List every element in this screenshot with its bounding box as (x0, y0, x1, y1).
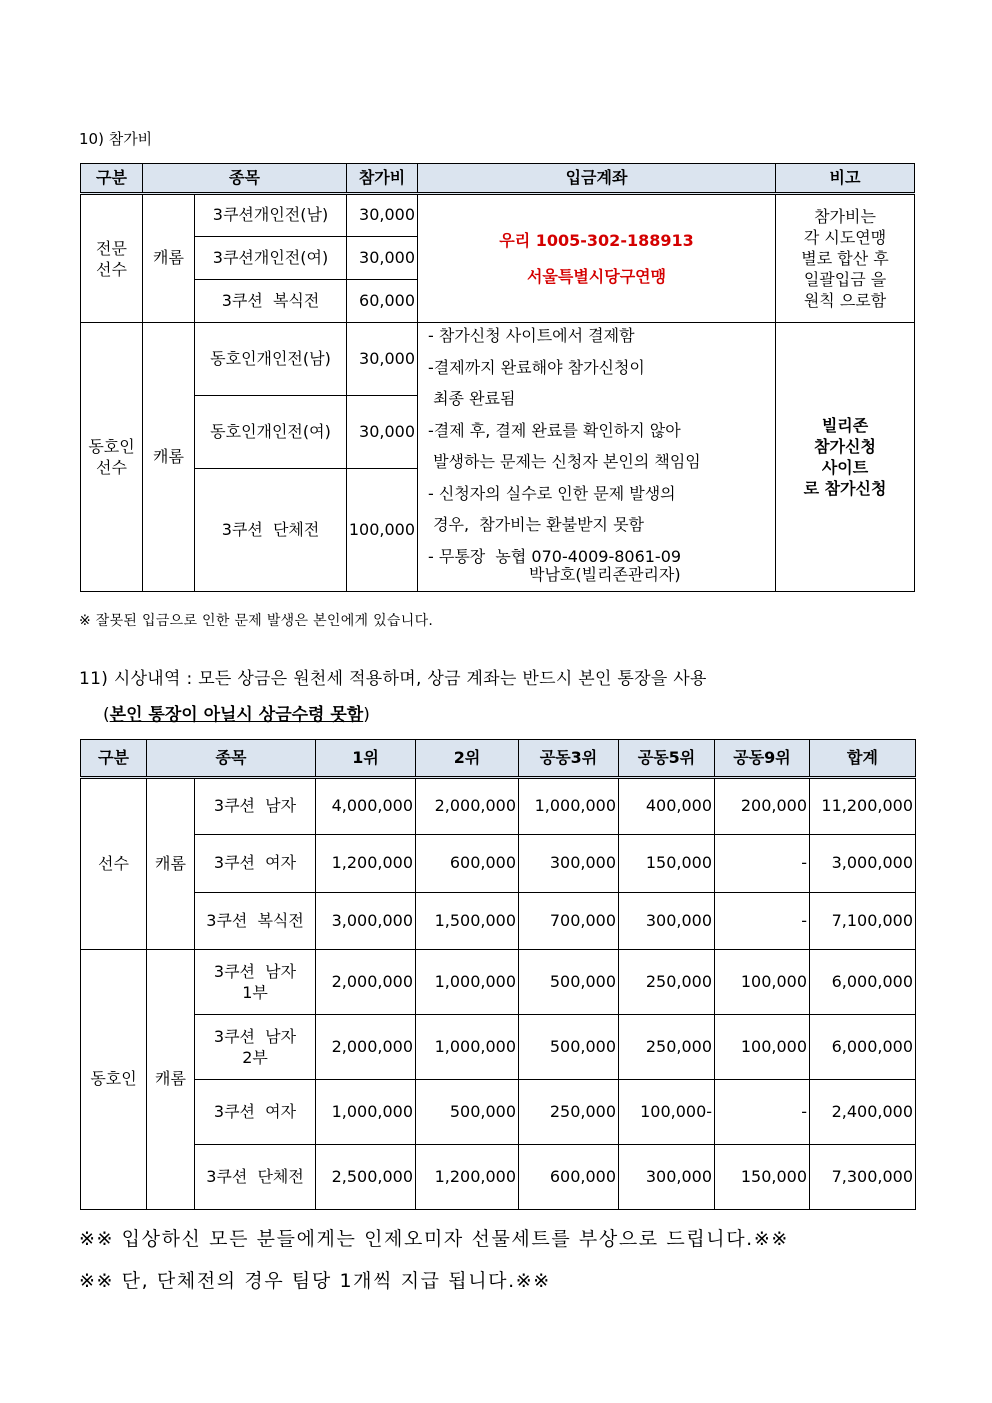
prize-3rd: 600,000 (519, 1145, 619, 1210)
group-amateur: 동호인 (81, 950, 147, 1210)
event-name: 3쿠션 단체전 (195, 469, 347, 592)
footer-note-team: ※※ 단, 단체전의 경우 팀당 1개씩 지급 됩니다.※※ (79, 1270, 551, 1292)
prize-header-row (81, 740, 916, 778)
sub-carom: 캐롬 (147, 950, 195, 1210)
entry-fee-footnote: ※ 잘못된 입금으로 인한 문제 발생은 본인에게 있습니다. (79, 613, 434, 629)
event-name: 3쿠션개인전(남) (195, 194, 347, 237)
prize-9th: 200,000 (715, 778, 810, 835)
prize-total: 3,000,000 (810, 835, 916, 893)
prize-5th: 100,000- (619, 1080, 715, 1145)
event-name: 동호인개인전(남) (195, 323, 347, 396)
prize-2nd: 600,000 (416, 835, 519, 893)
sub-carom: 캐롬 (143, 323, 195, 592)
prize-total: 6,000,000 (810, 950, 916, 1015)
prize-1st: 2,000,000 (316, 1015, 416, 1080)
prize-2nd: 2,000,000 (416, 778, 519, 835)
prize-1st: 3,000,000 (316, 893, 416, 950)
event-name: 동호인개인전(여) (195, 396, 347, 469)
remark-amateur: 빌리존 참가신청 사이트 로 참가신청 (776, 323, 915, 592)
event-fee: 30,000 (347, 323, 418, 396)
prize-2nd: 1,500,000 (416, 893, 519, 950)
prize-9th: 100,000 (715, 950, 810, 1015)
event-fee: 100,000 (347, 469, 418, 592)
prize-1st: 4,000,000 (316, 778, 416, 835)
header-total: 합계 (810, 740, 916, 778)
prize-9th: 100,000 (715, 1015, 810, 1080)
prize-2nd: 1,000,000 (416, 1015, 519, 1080)
prize-3rd: 700,000 (519, 893, 619, 950)
header-1st: 1위 (316, 740, 416, 778)
prize-3rd: 500,000 (519, 1015, 619, 1080)
event-name: 3쿠션개인전(여) (195, 237, 347, 280)
header-category: 구분 (81, 740, 147, 778)
prize-5th: 250,000 (619, 950, 715, 1015)
prize-9th: - (715, 893, 810, 950)
prize-warning (103, 700, 370, 725)
table-row (81, 323, 915, 396)
prize-2nd: 1,000,000 (416, 950, 519, 1015)
event-name: 3쿠션 복식전 (195, 893, 316, 950)
header-2nd: 2위 (416, 740, 519, 778)
prize-5th: 400,000 (619, 778, 715, 835)
prize-5th: 300,000 (619, 893, 715, 950)
header-fee: 참가비 (347, 164, 418, 194)
header-remark: 비고 (776, 164, 915, 194)
prize-total: 11,200,000 (810, 778, 916, 835)
payment-notes (418, 323, 776, 592)
prize-5th: 300,000 (619, 1145, 715, 1210)
table-row (81, 1015, 916, 1080)
section-10-title: 10) 참가비 (79, 130, 153, 148)
table-row (81, 778, 916, 835)
prize-1st: 2,000,000 (316, 950, 416, 1015)
prize-warning-text: 본인 통장이 아닐시 상금수령 못함 (109, 705, 364, 725)
table-row (81, 1080, 916, 1145)
entry-fee-header-row (81, 164, 915, 194)
table-row (81, 835, 916, 893)
account-number: 우리 1005-302-188913 (499, 230, 694, 250)
header-5th: 공동5위 (619, 740, 715, 778)
event-fee: 60,000 (347, 280, 418, 323)
payment-notes-text: - 참가신청 사이트에서 결제함 -결제까지 완료해야 참가신청이 최종 완료됨 -결제 후, 결제 완료를 확인하지 않아 발생하는 문제는 신청자 본인의 책임임 - 신청자의 실수로 인한 문제 발생의 경우, 참가비는 환불받지 못함 - 무통장 농협 070-4009-8061-09 (428, 326, 701, 566)
remark-pro: 참가비는 각 시도연맹 별로 합산 후 일괄입금 을 원칙 으로함 (776, 194, 915, 323)
header-9th: 공동9위 (715, 740, 810, 778)
event-name: 3쿠션 남자 2부 (195, 1015, 316, 1080)
prize-3rd: 500,000 (519, 950, 619, 1015)
footer-note-gift: ※※ 입상하신 모든 분들에게는 인제오미자 선물세트를 부상으로 드립니다.※※ (79, 1228, 789, 1250)
table-row (81, 893, 916, 950)
sub-carom: 캐롬 (147, 778, 195, 950)
entry-fee-table (80, 163, 915, 592)
prize-5th: 250,000 (619, 1015, 715, 1080)
prize-5th: 150,000 (619, 835, 715, 893)
header-category: 구분 (81, 164, 143, 194)
event-name: 3쿠션 남자 1부 (195, 950, 316, 1015)
payment-notes-holder: 박남호(빌리존관리자) (529, 565, 681, 584)
prize-2nd: 500,000 (416, 1080, 519, 1145)
prize-9th: 150,000 (715, 1145, 810, 1210)
prize-9th: - (715, 835, 810, 893)
event-name: 3쿠션 남자 (195, 778, 316, 835)
prize-3rd: 1,000,000 (519, 778, 619, 835)
event-name: 3쿠션 여자 (195, 1080, 316, 1145)
event-fee: 30,000 (347, 237, 418, 280)
header-account: 입금계좌 (418, 164, 776, 194)
prize-total: 6,000,000 (810, 1015, 916, 1080)
prize-1st: 1,200,000 (316, 835, 416, 893)
prize-9th: - (715, 1080, 810, 1145)
section-11-title: 11) 시상내역 : 모든 상금은 원천세 적용하며, 상금 계좌는 반드시 본인 통장을 사용 (79, 669, 707, 689)
prize-3rd: 250,000 (519, 1080, 619, 1145)
table-row (81, 1145, 916, 1210)
prize-1st: 2,500,000 (316, 1145, 416, 1210)
account-holder: 서울특별시당구연맹 (526, 266, 667, 286)
prize-2nd: 1,200,000 (416, 1145, 519, 1210)
group-pro: 전문 선수 (81, 194, 143, 323)
paren-open: ( (103, 705, 110, 725)
event-fee: 30,000 (347, 396, 418, 469)
prize-table (80, 739, 916, 1210)
table-row (81, 194, 915, 237)
prize-total: 2,400,000 (810, 1080, 916, 1145)
bank-account (418, 194, 776, 323)
prize-1st: 1,000,000 (316, 1080, 416, 1145)
header-3rd: 공동3위 (519, 740, 619, 778)
prize-total: 7,300,000 (810, 1145, 916, 1210)
event-fee: 30,000 (347, 194, 418, 237)
prize-3rd: 300,000 (519, 835, 619, 893)
event-name: 3쿠션 복식전 (195, 280, 347, 323)
header-event: 종목 (143, 164, 347, 194)
event-name: 3쿠션 여자 (195, 835, 316, 893)
group-pro: 선수 (81, 778, 147, 950)
header-event: 종목 (147, 740, 316, 778)
group-amateur: 동호인 선수 (81, 323, 143, 592)
prize-total: 7,100,000 (810, 893, 916, 950)
table-row (81, 950, 916, 1015)
sub-carom: 캐롬 (143, 194, 195, 323)
paren-close: ) (363, 705, 370, 725)
event-name: 3쿠션 단체전 (195, 1145, 316, 1210)
